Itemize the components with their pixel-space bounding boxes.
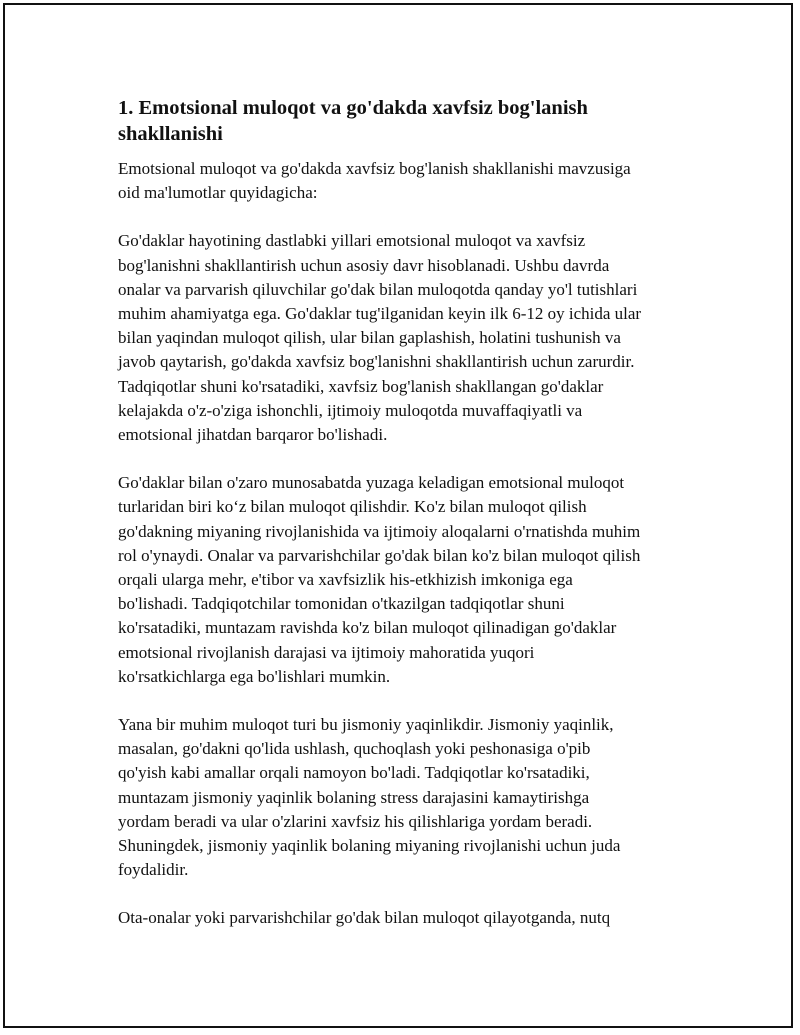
paragraph-eye-contact: Go'daklar bilan o'zaro munosabatda yuzaga keladigan emotsional muloqot turlaridan biri ko‘z bilan muloqot qilishdir. Ko'z bilan muloqot qilish go'dakning miyaning rivojlanishida va ijtimoiy aloqalarni o'rnatishda muhim rol o'ynaydi. Onalar va parvarishchilar go'dak bilan ko'z bilan muloqot qilish orqali ularga mehr, e'tibor va xavfsizlik his-etkhizish imkoniga ega bo'lishadi. Tadqiqotchilar tomonidan o'tkazilgan tadqiqotlar shuni ko'rsatadiki, muntazam ravishda ko'z bilan muloqot qilinadigan go'daklar emotsional rivojlanish darajasi va ijtimoiy mahoratida yuqori ko'rsatkichlarga ega bo'lishlari mumkin. — [118, 473, 641, 686]
heading-line-2: shakllanishi — [118, 123, 223, 145]
paragraph-early-years: Go'daklar hayotining dastlabki yillari emotsional muloqot va xavfsiz bog'lanishni shakllantirish uchun asosiy davr hisoblanadi. Ushbu davrda onalar va parvarish qiluvchilar go'dak bilan muloqotda qanday yo'l tutishlari muhim ahamiyatga ega. Go'daklar tug'ilganidan keyin ilk 6-12 oy ichida ular bilan yaqindan muloqot qilish, ular bilan gaplashish, holatini tushunish va javob qaytarish, go'dakda xavfsiz bog'lanishni shakllantirish uchun zarurdir. Tadqiqotlar shuni ko'rsatadiki, xavfsiz bog'lanish shakllangan go'daklar kelajakda o'z-o'ziga ishonchli, ijtimoiy muloqotda muvaffaqiyatli va emotsional jihatdan barqaror bo'lishadi. — [118, 231, 642, 445]
paragraph-intro: Emotsional muloqot va go'dakda xavfsiz bog'lanish shakllanishi mavzusiga oid ma'lumotlar quyidagicha: — [118, 159, 631, 203]
paragraph-parents-speech: Ota-onalar yoki parvarishchilar go'dak bilan muloqot qilayotganda, nutq — [118, 908, 611, 928]
paragraph-physical-closeness: Yana bir muhim muloqot turi bu jismoniy yaqinlikdir. Jismoniy yaqinlik, masalan, go'dakni qo'lida ushlash, quchoqlash yoki peshonasiga o'pib qo'yish kabi amallar orqali namoyon bo'ladi. Tadqiqotlar ko'rsatadiki, muntazam jismoniy yaqinlik bolaning stress darajasini kamaytirishga yordam beradi va ular o'zlarini xavfsiz his qilishlariga yordam beradi. Shuningdek, jismoniy yaqinlik bolaning miyaning rivojlanishi uchun juda foydalidir. — [118, 715, 621, 880]
document-body — [118, 95, 698, 955]
section-heading — [118, 95, 698, 147]
heading-line-1: 1. Emotsional muloqot va go'dakda xavfsiz bog'lanish — [118, 97, 588, 119]
